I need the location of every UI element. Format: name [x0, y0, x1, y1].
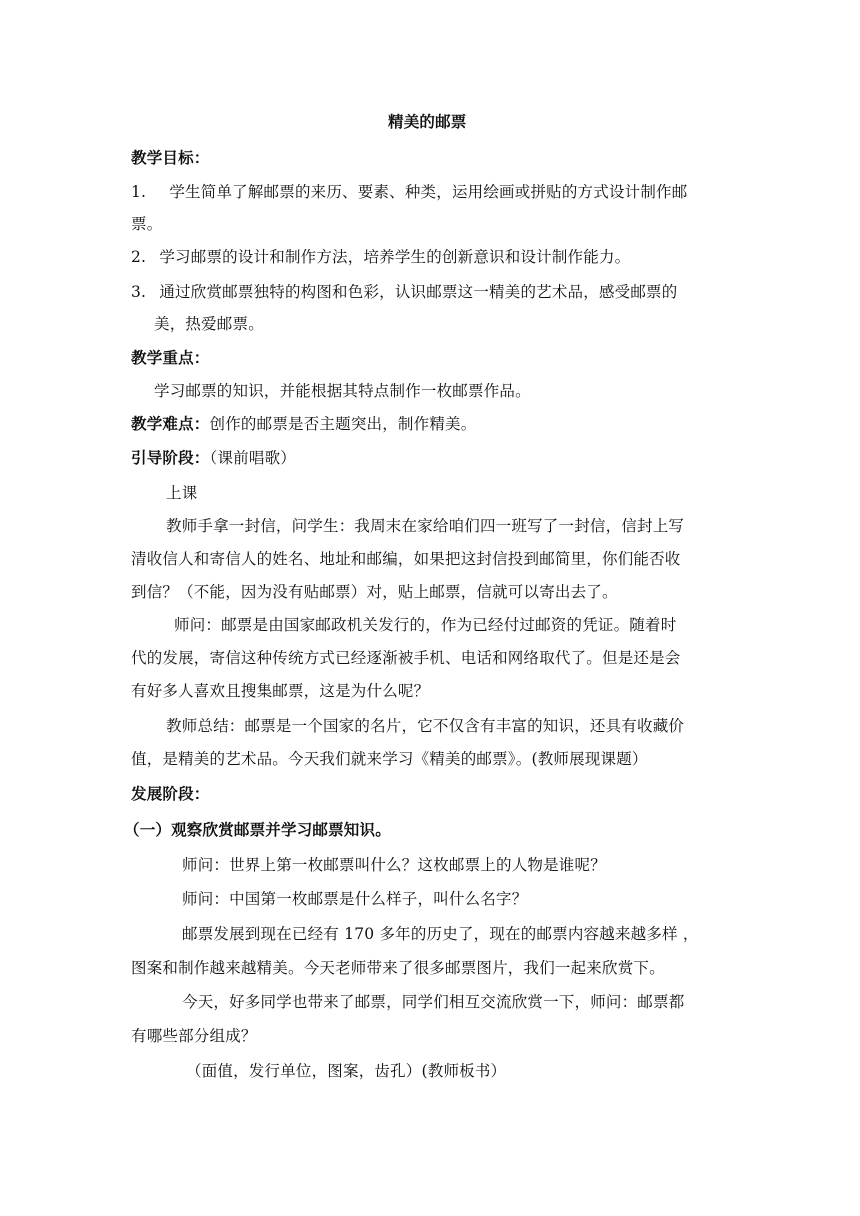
key-point-heading: 教学重点： — [131, 349, 210, 367]
objectives-heading: 教学目标： — [131, 149, 210, 167]
difficulty-heading: 教学难点： — [131, 415, 210, 433]
objective-number-3: 3. — [131, 283, 147, 301]
development-paragraph-5-line-1: 今天，好多同学也带来了邮票，同学们相互交流欣赏一下，师问：邮票都 — [182, 993, 685, 1011]
development-paragraph-4-line-1: 邮票发展到现在已经有 170 多年的历史了，现在的邮票内容越来越多样 ， — [182, 925, 699, 943]
objective-number-2: 2. — [131, 248, 147, 266]
development-subheading-1: （一）观察欣赏邮票并学习邮票知识。 — [124, 821, 391, 839]
intro-paragraph-2-line-3: 有好多人喜欢且搜集邮票，这是为什么呢？ — [131, 682, 430, 700]
difficulty-row — [131, 414, 476, 434]
objective-item-3 — [131, 282, 677, 302]
intro-heading-note: （课前唱歌） — [209, 449, 296, 467]
development-paragraph-5-line-2: 有哪些部分组成？ — [131, 1027, 257, 1045]
intro-paragraph-1-line-3: 到信？（不能，因为没有贴邮票）对，贴上邮票，信就可以寄出去了。 — [131, 583, 618, 601]
objective-text-3b: 美，热爱邮票。 — [154, 315, 264, 333]
development-answer: （面值，发行单位，图案，齿孔）(教师板书） — [186, 1062, 507, 1080]
intro-paragraph-3-line-2: 值，是精美的艺术品。今天我们就来学习《精美的邮票》。(教师展现课题） — [131, 750, 648, 768]
objective-item-2 — [131, 247, 630, 267]
intro-paragraph-3-line-1: 教师总结：邮票是一个国家的名片，它不仅含有丰富的知识，还具有收藏价 — [166, 717, 685, 735]
development-question-2: 师问：中国第一枚邮票是什么样子，叫什么名字？ — [182, 890, 528, 908]
objective-text-2: 学习邮票的设计和制作方法，培养学生的创新意识和设计制作能力。 — [159, 248, 631, 266]
key-point-text: 学习邮票的知识，并能根据其特点制作一枚邮票作品。 — [154, 382, 531, 400]
intro-heading-row — [131, 448, 296, 468]
difficulty-text: 创作的邮票是否主题突出，制作精美。 — [209, 415, 477, 433]
intro-paragraph-2-line-2: 代的发展，寄信这种传统方式已经逐渐被手机、电话和网络取代了。但是还是会 — [131, 649, 681, 667]
intro-paragraph-1-line-1: 教师手拿一封信，问学生：我周末在家给咱们四一班写了一封信，信封上写 — [166, 517, 685, 535]
development-question-1: 师问：世界上第一枚邮票叫什么？这枚邮票上的人物是谁呢？ — [182, 856, 606, 874]
objective-number-1: 1. — [131, 183, 147, 201]
objective-text-1b: 票。 — [131, 215, 163, 233]
objective-text-1a: 学生简单了解邮票的来历、要素、种类，运用绘画或拼贴的方式设计制作邮 — [169, 183, 688, 201]
development-paragraph-4-line-2: 图案和制作越来越精美。今天老师带来了很多邮票图片，我们一起来欣赏下。 — [131, 959, 665, 977]
document-title: 精美的邮票 — [388, 113, 467, 131]
intro-paragraph-2-line-1: 师问：邮票是由国家邮政机关发行的，作为已经付过邮资的凭证。随着时 — [174, 616, 677, 634]
intro-paragraph-1-line-2: 清收信人和寄信人的姓名、地址和邮编，如果把这封信投到邮简里，你们能否收 — [131, 550, 681, 568]
class-start-text: 上课 — [166, 484, 198, 502]
objective-item-1 — [131, 182, 687, 202]
objective-text-3a: 通过欣赏邮票独特的构图和色彩，认识邮票这一精美的艺术品，感受邮票的 — [159, 283, 678, 301]
intro-heading: 引导阶段： — [131, 449, 210, 467]
development-heading: 发展阶段： — [131, 785, 210, 803]
